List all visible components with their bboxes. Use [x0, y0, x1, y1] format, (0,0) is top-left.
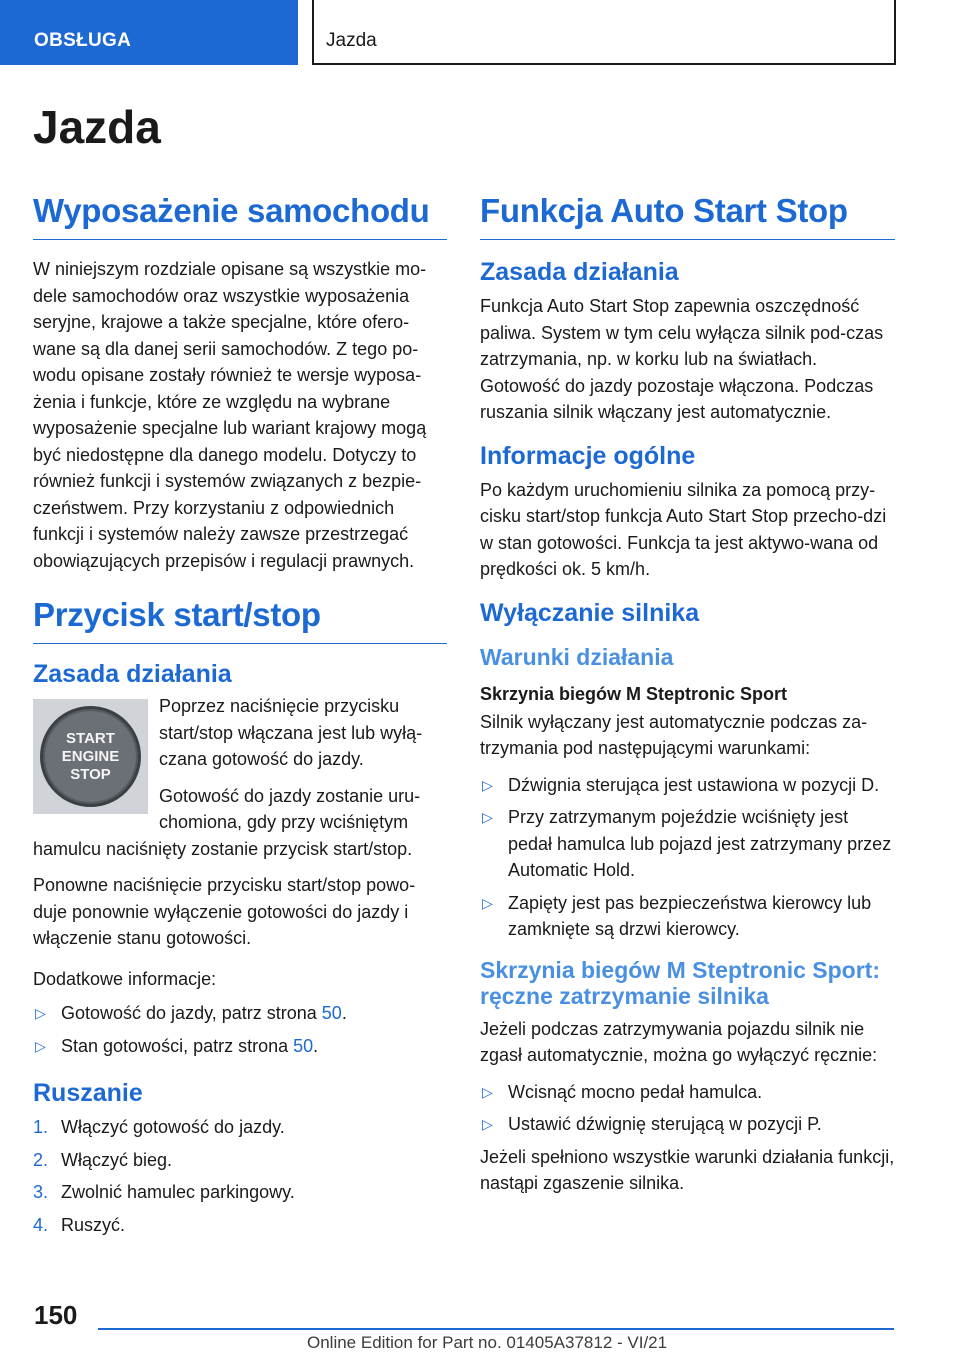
start-stop-button-icon	[33, 699, 148, 814]
button-text	[33, 730, 148, 784]
page-reference-link[interactable]: 50	[293, 1035, 314, 1056]
step-number: 3.	[33, 1182, 49, 1202]
paragraph-przycisk-2: Gotowość do jazdy zostanie uru-chomiona, gdy przy wciśniętym hamulcu naciśnięty zostanie przycisk start/stop.	[33, 785, 421, 859]
step-number: 2.	[33, 1149, 49, 1170]
section-przycisk	[33, 596, 447, 1059]
bullet-end: .	[341, 1003, 347, 1023]
list-item	[480, 1111, 895, 1138]
section-label: OBSŁUGA	[34, 30, 132, 51]
heading-przycisk: Przycisk start/stop	[33, 596, 447, 644]
triangle-bullet-icon: ▷	[482, 809, 493, 826]
heading-auto-start-stop: Funkcja Auto Start Stop	[480, 192, 895, 240]
section-reczne	[480, 957, 895, 1197]
bullet-text: Zapięty jest pas bezpieczeństwa kierowcy lub zamknięte są drzwi kierowcy.	[508, 892, 872, 940]
heading-reczne: Skrzynia biegów M Steptronic Sport: ręczne zatrzymanie silnika	[480, 956, 880, 1010]
section-zasada	[480, 258, 895, 426]
step-text: Włączyć bieg.	[61, 1149, 173, 1170]
bullet-text: Wcisnąć mocno pedał hamulca.	[508, 1081, 763, 1102]
manual-stop-list	[480, 1079, 895, 1138]
heading-wyposazenie: Wyposażenie samochodu	[33, 192, 447, 240]
bullet-text: Ustawić dźwignię sterującą w pozycji P.	[508, 1114, 822, 1135]
bullet-end: .	[313, 1035, 319, 1056]
paragraph-informacje: Po każdym uruchomieniu silnika za pomocą przy-cisku start/stop funkcja Auto Start Stop przecho-dzi w stan gotowości. Funkcja ta jest aktywo-wana od prędkości ok. 5 km/h.	[480, 479, 887, 579]
list-item	[33, 1000, 447, 1027]
section-wylaczanie	[480, 599, 895, 943]
bullet-text: Stan gotowości, patrz strona	[61, 1035, 294, 1056]
triangle-bullet-icon: ▷	[35, 1037, 46, 1054]
heading-warunki: Warunki działania	[480, 643, 674, 670]
heading-ruszanie: Ruszanie	[33, 1079, 143, 1107]
left-column	[33, 192, 447, 1252]
triangle-bullet-icon: ▷	[35, 1005, 46, 1021]
list-item	[480, 772, 895, 799]
step-item	[33, 1147, 447, 1174]
step-text: Zwolnić hamulec parkingowy.	[61, 1182, 295, 1202]
page-reference-link[interactable]: 50	[321, 1003, 342, 1023]
footer-divider	[98, 1328, 894, 1330]
step-text: Ruszyć.	[61, 1214, 126, 1235]
bullet-text: Przy zatrzymanym pojeździe wciśnięty jest pedał hamulca lub pojazd jest zatrzymany przez Automatic Hold.	[508, 807, 892, 881]
paragraph-reczne: Jeżeli podczas zatrzymywania pojazdu silnik nie zgasł automatycznie, można go wyłączyć ręcznie:	[480, 1018, 878, 1066]
list-item	[33, 1033, 447, 1060]
button-text-stop: STOP	[70, 766, 111, 783]
list-item	[480, 804, 895, 884]
more-info-list	[33, 1000, 447, 1059]
list-item	[480, 1079, 895, 1106]
heading-gearbox: Skrzynia biegów M Steptronic Sport	[480, 683, 788, 704]
subheading-zasada: Zasada działania	[33, 660, 232, 688]
paragraph-zasada: Funkcja Auto Start Stop zapewnia oszczędność paliwa. System w tym celu wyłącza silnik pod-czas zatrzymania, np. w korku lub na światłach. Gotowość do jazdy pozostaje włączona. Podczas ruszania silnik włączany jest automatycznie.	[480, 296, 884, 422]
subheading-zasada-dzialania: Zasada działania	[480, 258, 679, 286]
paragraph-closing: Jeżeli spełniono wszystkie warunki działania funkcji, nastąpi zgaszenie silnika.	[480, 1146, 895, 1194]
step-item	[33, 1179, 447, 1206]
page-title: Jazda	[33, 101, 161, 153]
chapter-header	[312, 0, 896, 65]
paragraph-gearbox: Silnik wyłączany jest automatycznie podczas za-trzymania pod następującymi warunkami:	[480, 711, 868, 759]
triangle-bullet-icon: ▷	[482, 1116, 493, 1133]
section-wyposazenie	[33, 192, 447, 574]
section-ruszanie	[33, 1079, 447, 1238]
right-column	[480, 192, 895, 1207]
section-informacje	[480, 442, 895, 583]
subheading-informacje: Informacje ogólne	[480, 441, 696, 470]
paragraph-wyposazenie: W niniejszym rozdziale opisane są wszystkie mo-dele samochodów oraz wszystkie wyposażenia seryjne, krajowe a także specjalne, które ofero-wane są dla danej serii samochodów. Z tego po-wodu opisane zostały również te wersje wyposa-żenia i funkcje, które ze względu na wybrane wyposażenie specjalne lub wariant krajowy mogą być niedostępne dla danego modelu. Dotyczy to również funkcji i systemów związanych z bezpie-czeństwem. Przy korzystaniu z odpowiednich funkcji i systemów należy zawsze przestrzegać obowiązujących przepisów i regulacji prawnych.	[33, 259, 427, 571]
steps-list	[33, 1114, 447, 1238]
step-number: 4.	[33, 1214, 49, 1235]
bullet-text: Gotowość do jazdy, patrz strona	[61, 1003, 322, 1023]
triangle-bullet-icon: ▷	[482, 894, 493, 911]
start-button-block	[33, 693, 447, 862]
triangle-bullet-icon: ▷	[482, 776, 493, 793]
more-info-label: Dodatkowe informacje:	[33, 968, 217, 989]
step-item	[33, 1212, 447, 1239]
conditions-list	[480, 772, 895, 943]
step-text: Włączyć gotowość do jazdy.	[61, 1117, 285, 1137]
triangle-bullet-icon: ▷	[482, 1083, 493, 1100]
paragraph-przycisk-1: Poprzez naciśnięcie przycisku start/stop włączana jest lub wyłą-czana gotowość do jazdy.	[159, 696, 423, 769]
step-number: 1.	[33, 1117, 49, 1137]
page-number: 150	[34, 1300, 78, 1330]
subheading-wylaczanie: Wyłączanie silnika	[480, 598, 700, 627]
bullet-text: Dźwignia sterująca jest ustawiona w pozycji D.	[508, 774, 880, 795]
list-item	[480, 890, 895, 943]
chapter-label: Jazda	[326, 30, 377, 51]
button-text-start: START	[66, 730, 115, 747]
paragraph-przycisk-3: Ponowne naciśnięcie przycisku start/stop powo-duje ponownie wyłączenie gotowości do jazdy i włączenie stanu gotowości.	[33, 875, 416, 948]
section-tab	[0, 0, 298, 65]
step-item	[33, 1114, 447, 1141]
button-text-engine: ENGINE	[61, 748, 120, 765]
edition-note: Online Edition for Part no. 01405A37812 - VI/21	[307, 1333, 668, 1352]
